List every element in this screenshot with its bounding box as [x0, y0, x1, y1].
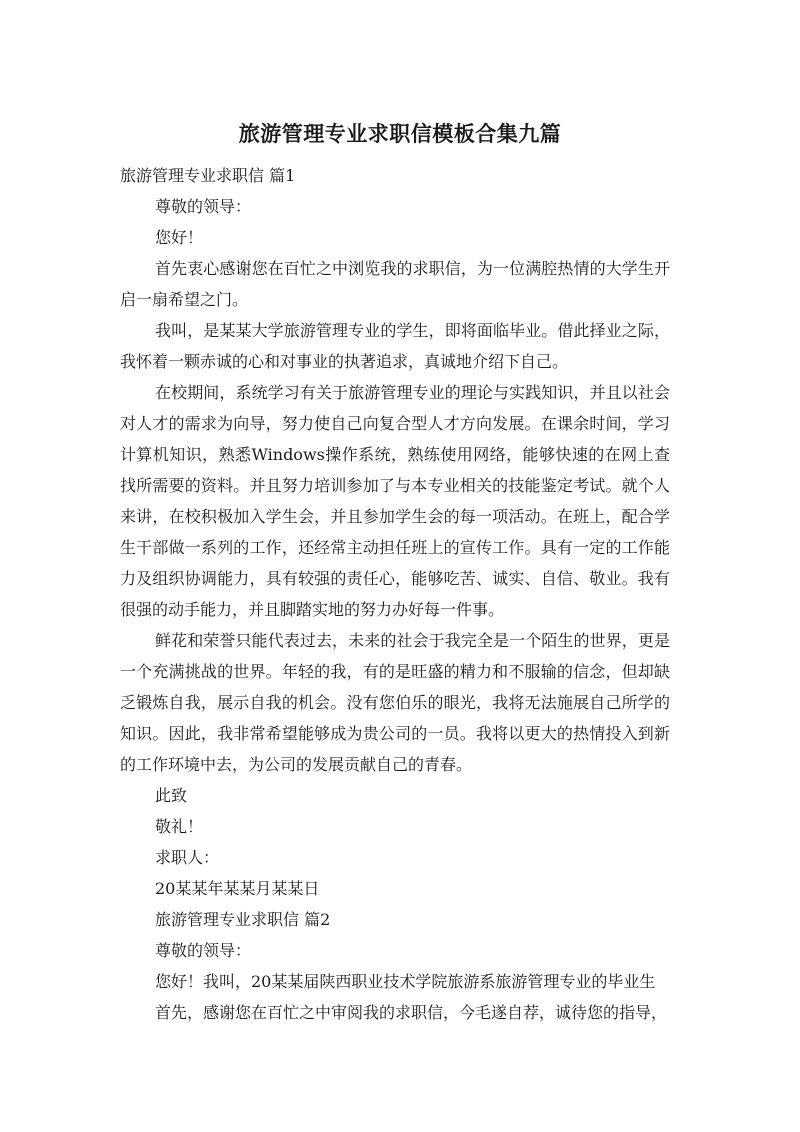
letter1-greeting: 您好！ [155, 228, 204, 247]
letter1-signer: 求职人： [155, 848, 220, 867]
letter1-paragraph-1: 首先衷心感谢您在百忙之中浏览我的求职信，为一位满腔热情的大学生开启一扇希望之门。 [120, 259, 670, 309]
document-body [120, 160, 670, 1028]
letter2-line-1: 您好！我叫，20某某届陕西职业技术学院旅游系旅游管理专业的毕业生 [155, 972, 656, 991]
letter2-line-2: 首先，感谢您在百忙之中审阅我的求职信，今毛遂自荐，诚待您的指导， [155, 1003, 668, 1022]
letter1-closing-2: 敬礼！ [155, 817, 204, 836]
page-bottom-fade [0, 1072, 800, 1132]
letter1-closing-1: 此致 [155, 786, 188, 805]
document-title: 旅游管理专业求职信模板合集九篇 [238, 122, 562, 146]
letter1-paragraph-2: 我叫，是某某大学旅游管理专业的学生，即将面临毕业。借此择业之际，我怀着一颗赤诚的心和对事业的执著追求，真诚地介绍下自己。 [120, 321, 670, 371]
letter1-paragraph-3: 在校期间，系统学习有关于旅游管理专业的理论与实践知识，并且以社会对人才的需求为向导，努力使自己向复合型人才方向发展。在课余时间，学习计算机知识，熟悉Windows操作系统，熟练使用网络，能够快速的在网上查找所需要的资料。并且努力培训参加了与本专业相关的技能鉴定考试。就个人来讲，在校积极加入学生会，并且参加学生会的每一项活动。在班上，配合学生干部做一系列的工作，还经常主动担任班上的宣传工作。具有一定的工作能力及组织协调能力，具有较强的责任心，能够吃苦、诚实、自信、敬业。我有很强的动手能力，并且脚踏实地的努力办好每一件事。 [120, 383, 670, 619]
letter1-date: 20某某年某某月某某日 [155, 879, 320, 898]
letter1-paragraph-4: 鲜花和荣誉只能代表过去，未来的社会于我完全是一个陌生的世界，更是一个充满挑战的世界。年轻的我，有的是旺盛的精力和不服输的信念，但却缺乏锻炼自我，展示自我的机会。没有您伯乐的眼光，我将无法施展自己所学的知识。因此，我非常希望能够成为贵公司的一员。我将以更大的热情投入到新的工作环境中去，为公司的发展贡献自己的青春。 [120, 631, 670, 774]
letter1-heading: 旅游管理专业求职信 篇1 [120, 166, 296, 185]
letter1-salutation: 尊敬的领导： [155, 197, 252, 216]
letter2-heading: 旅游管理专业求职信 篇2 [155, 910, 331, 929]
letter2-salutation: 尊敬的领导： [155, 941, 252, 960]
